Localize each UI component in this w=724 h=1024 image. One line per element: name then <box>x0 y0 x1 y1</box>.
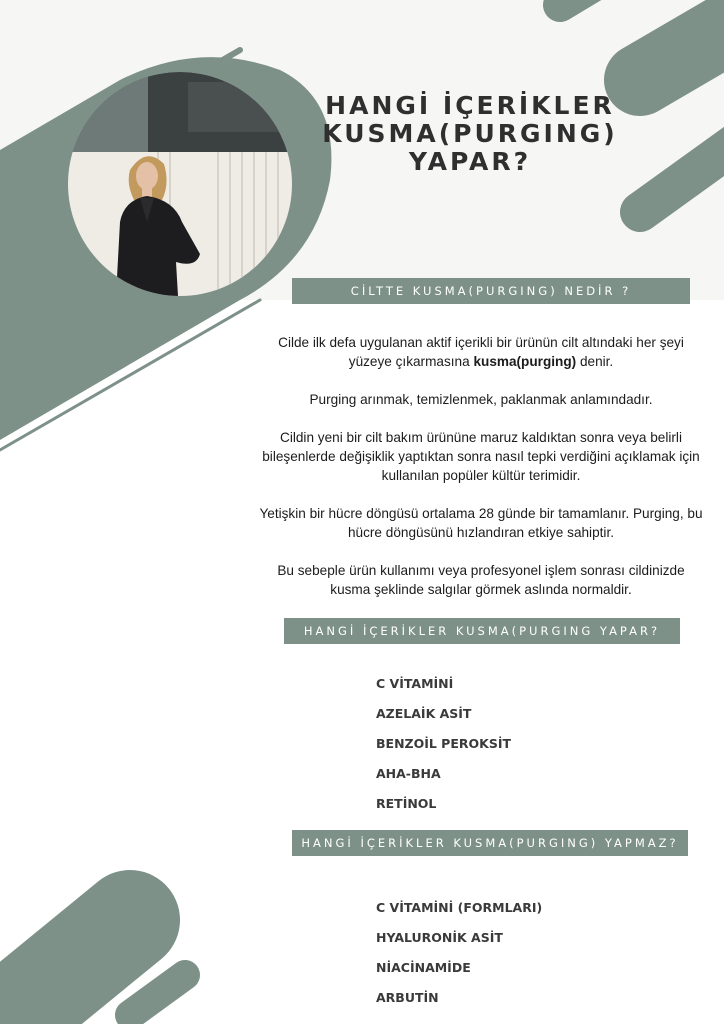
list-item: BENZOİL PEROKSİT <box>376 736 512 751</box>
paragraph-definition-end: denir. <box>576 354 614 369</box>
paragraph-meaning: Purging arınmak, temizlenmek, paklanmak anlamındadır. <box>309 392 653 407</box>
page-title-line-1: HANGİ İÇERİKLER <box>325 91 615 120</box>
paragraph-term: Cildin yeni bir cilt bakım ürününe maruz kaldıktan sonra veya belirli bileşenlerde değişiklik yaptıktan sonra nasıl tepki verdiğini açıklamak için kullanılan popüler kültür terimidir. <box>262 430 700 483</box>
paragraph-definition-start: Cilde ilk defa uygulanan aktif içerikli bir ürünün cilt altındaki her şeyi yüzeye çıkarmasına <box>278 335 684 369</box>
not-causes-list <box>376 900 542 1020</box>
list-item: RETİNOL <box>376 796 437 811</box>
paragraph-normal: Bu sebeple ürün kullanımı veya profesyonel işlem sonrası cildinizde kusma şeklinde salgılar görmek aslında normaldir. <box>277 563 685 597</box>
list-item: NİACİNAMİDE <box>376 960 471 975</box>
paragraph-cell-cycle: Yetişkin bir hücre döngüsü ortalama 28 günde bir tamamlanır. Purging, bu hücre döngüsünü hızlandıran etkiye sahiptir. <box>259 506 703 540</box>
page-title <box>300 92 640 176</box>
list-item: C VİTAMİNİ (FORMLARI) <box>376 900 543 915</box>
list-item: AZELAİK ASİT <box>376 706 472 721</box>
keyword-purging: kusma(purging) <box>473 354 577 369</box>
portrait-photo <box>68 72 292 296</box>
page-title-line-2: KUSMA(PURGING) <box>322 119 618 148</box>
list-item: HYALURONİK ASİT <box>376 930 503 945</box>
body-text <box>256 333 706 618</box>
section-heading-not-causes: HANGİ İÇERİKLER KUSMA(PURGING) YAPMAZ? <box>292 830 688 856</box>
page-title-line-3: YAPAR? <box>408 147 532 176</box>
section-heading-what-is: CİLTTE KUSMA(PURGING) NEDİR ? <box>292 278 690 304</box>
causes-list <box>376 676 511 826</box>
list-item: C VİTAMİNİ <box>376 676 454 691</box>
paragraph-definition <box>256 333 706 371</box>
section-heading-causes: HANGİ İÇERİKLER KUSMA(PURGING YAPAR? <box>284 618 680 644</box>
list-item: ARBUTİN <box>376 990 439 1005</box>
list-item: AHA-BHA <box>376 766 441 781</box>
